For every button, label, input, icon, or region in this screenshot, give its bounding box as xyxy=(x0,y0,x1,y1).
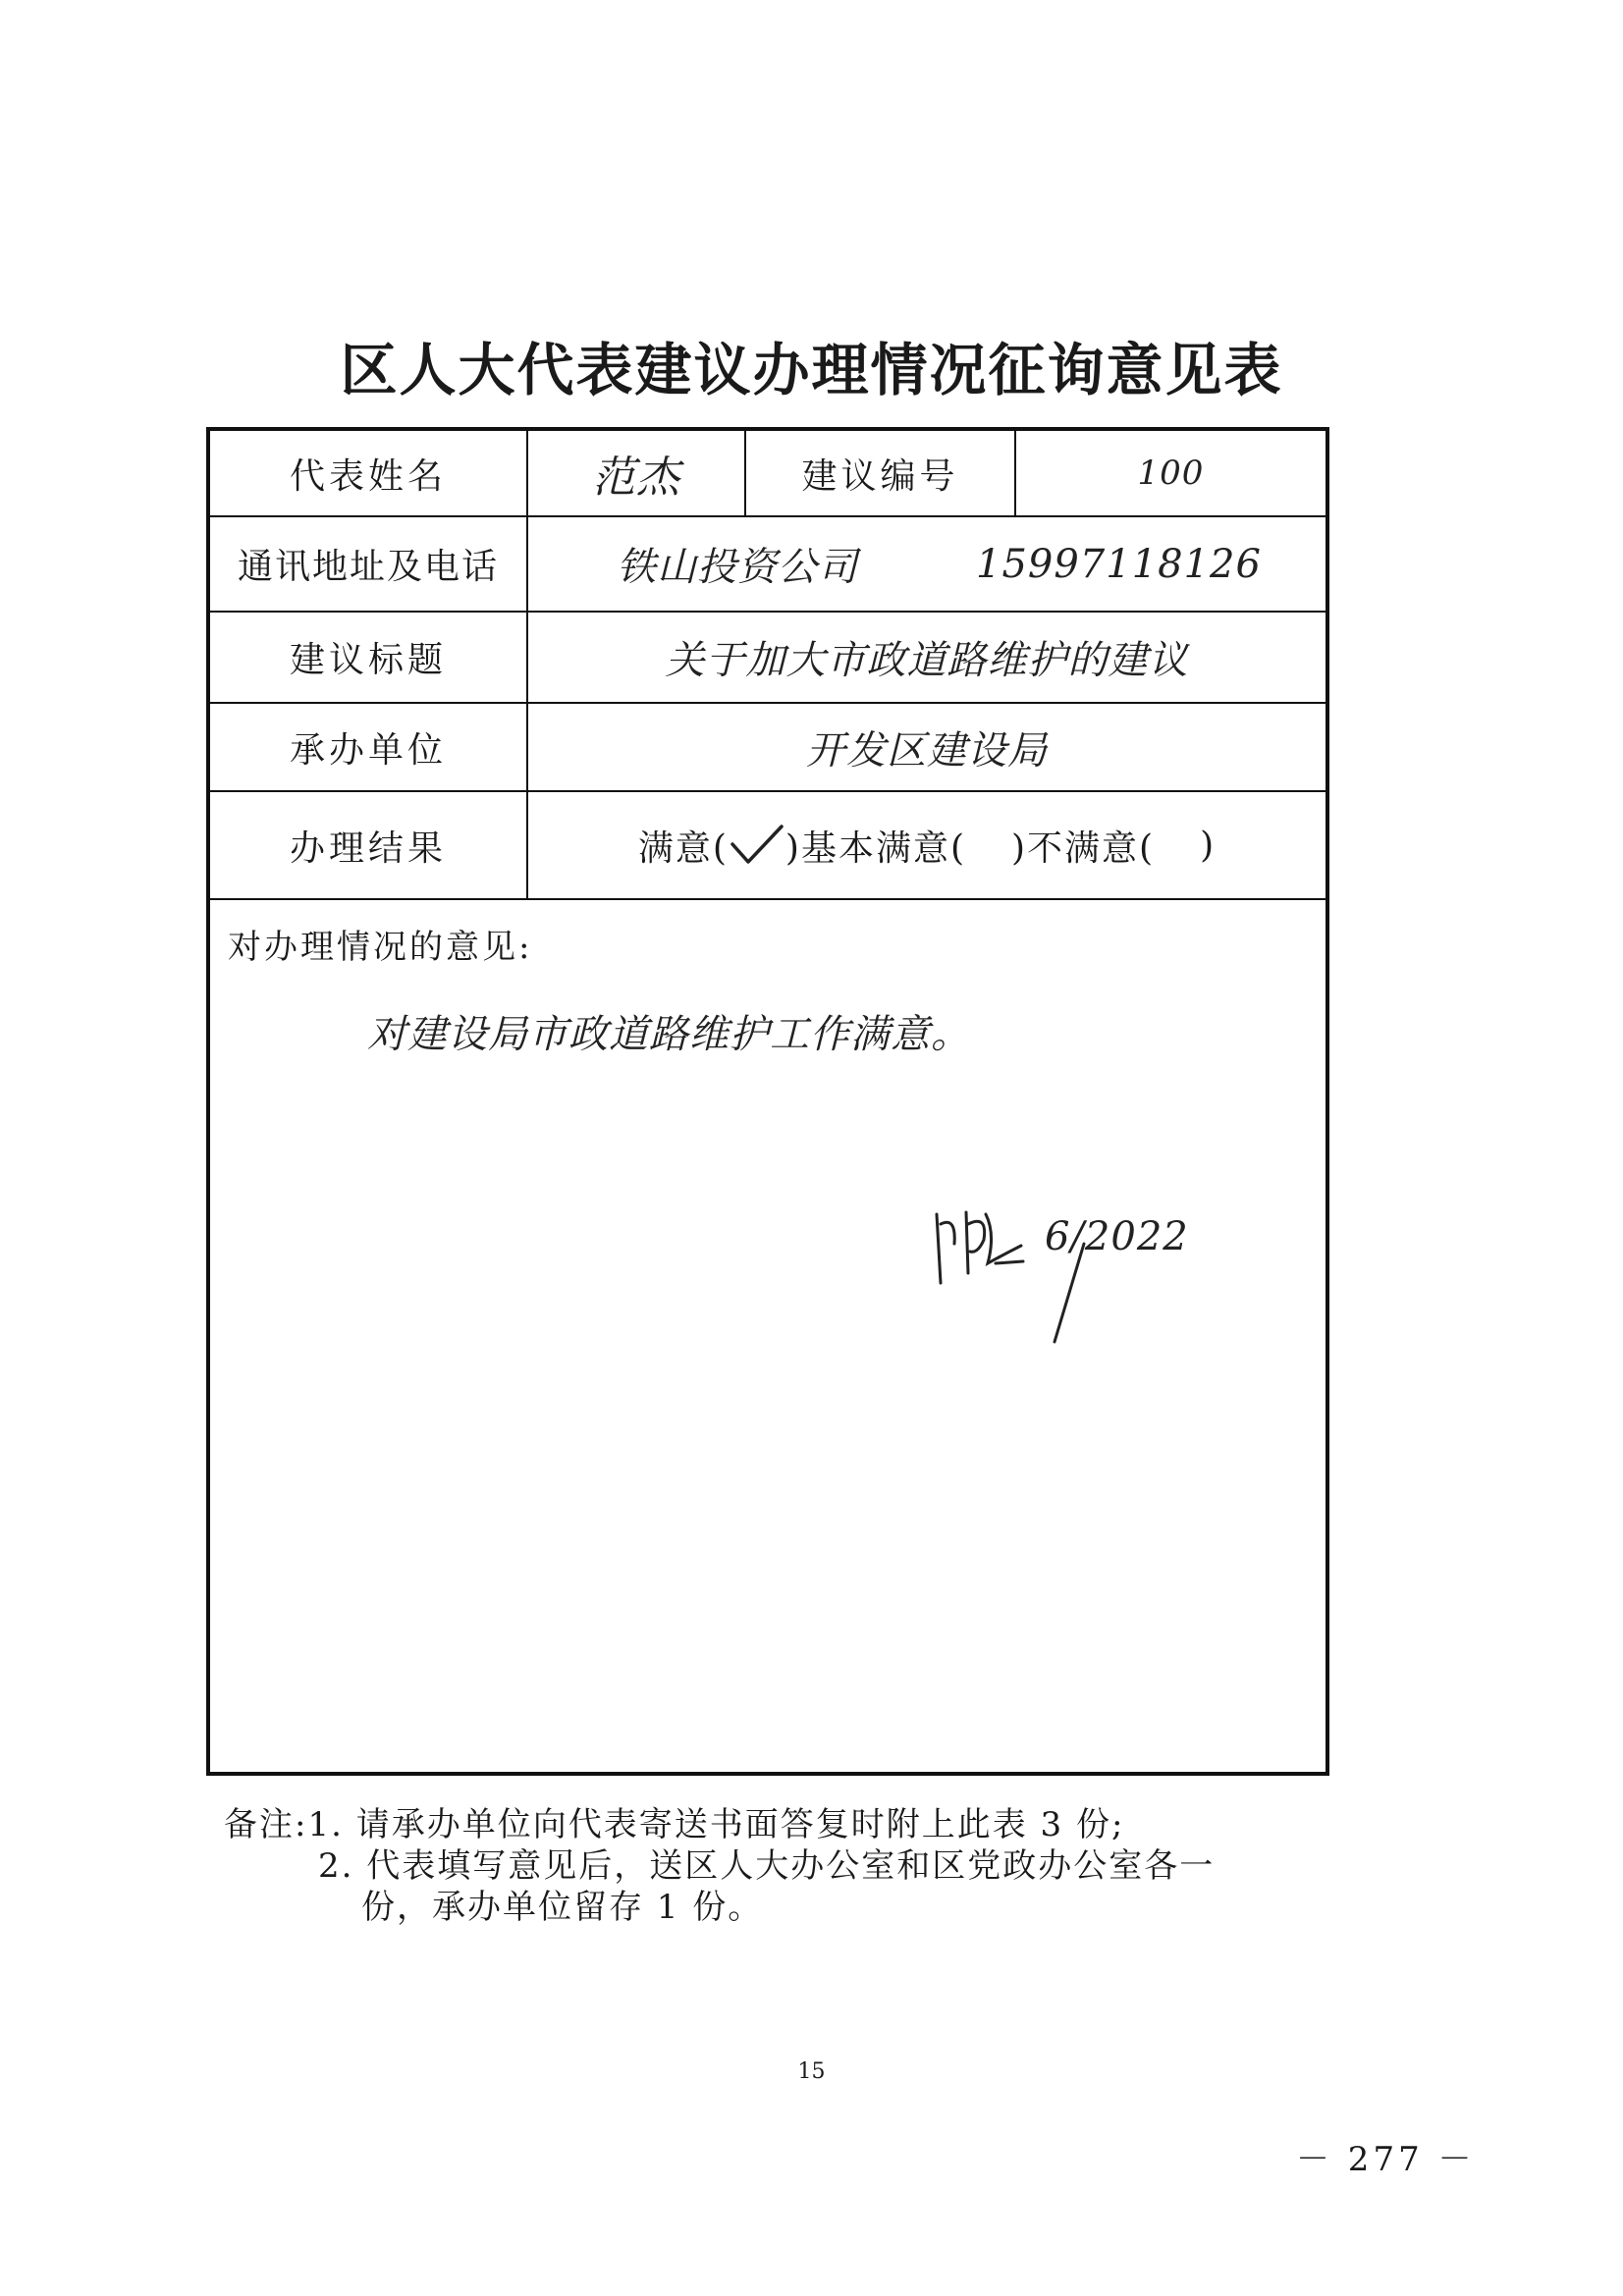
address-value-cell xyxy=(526,517,1325,611)
feedback-form xyxy=(206,427,1329,1776)
note-line-2: 2. 代表填写意见后，送区人大办公室和区党政办公室各一 xyxy=(318,1846,1216,1886)
rep-name-label: 代表姓名 xyxy=(289,455,447,497)
rep-name-value: 范杰 xyxy=(526,431,744,515)
form-row-handler xyxy=(210,704,1325,792)
result-label: 办理结果 xyxy=(289,828,447,869)
handler-label: 承办单位 xyxy=(289,729,447,771)
note-line-3: 份，承办单位留存 1 份。 xyxy=(361,1888,764,1927)
signature-scribble xyxy=(927,1195,1035,1332)
phone-value: 15997118126 xyxy=(976,541,1262,587)
note-line-1: 备注:1. 请承办单位向代表寄送书面答复时附上此表 3 份; xyxy=(224,1805,1125,1844)
result-options xyxy=(526,792,1325,898)
result-satisfied-label: 满意( xyxy=(637,828,729,869)
inner-page-number: 15 xyxy=(797,2059,826,2084)
form-row-address xyxy=(210,517,1325,613)
checkmark-icon xyxy=(729,823,785,868)
signature-date: 6/2022 xyxy=(1045,1214,1189,1259)
proposal-no-label: 建议编号 xyxy=(744,431,1014,515)
handler-value: 开发区建设局 xyxy=(526,704,1325,790)
address-label: 通讯地址及电话 xyxy=(237,547,499,587)
comments-value: 对建设局市政道路维护工作满意。 xyxy=(367,1012,971,1057)
subject-value: 关于加大市政道路维护的建议 xyxy=(526,613,1325,702)
form-row-subject xyxy=(210,613,1325,704)
signature-stroke xyxy=(1045,1234,1104,1352)
form-row-representative xyxy=(210,431,1325,517)
result-unsatisfied-label: )不满意( xyxy=(1011,828,1156,869)
result-basic-label: )基本满意( xyxy=(784,828,966,869)
page-title: 区人大代表建议办理情况征询意见表 xyxy=(340,337,1283,403)
address-value: 铁山投资公司 xyxy=(617,545,858,590)
outer-page-number: － 277 － xyxy=(1296,2140,1476,2179)
result-close-paren: ) xyxy=(1200,825,1217,866)
comments-area xyxy=(210,900,1325,1772)
proposal-no-value: 100 xyxy=(1014,431,1325,515)
handwritten-signature xyxy=(927,1195,1241,1332)
notes xyxy=(224,1804,1215,1928)
comments-label: 对办理情况的意见: xyxy=(228,928,533,967)
subject-label: 建议标题 xyxy=(289,640,447,680)
form-row-result xyxy=(210,792,1325,900)
